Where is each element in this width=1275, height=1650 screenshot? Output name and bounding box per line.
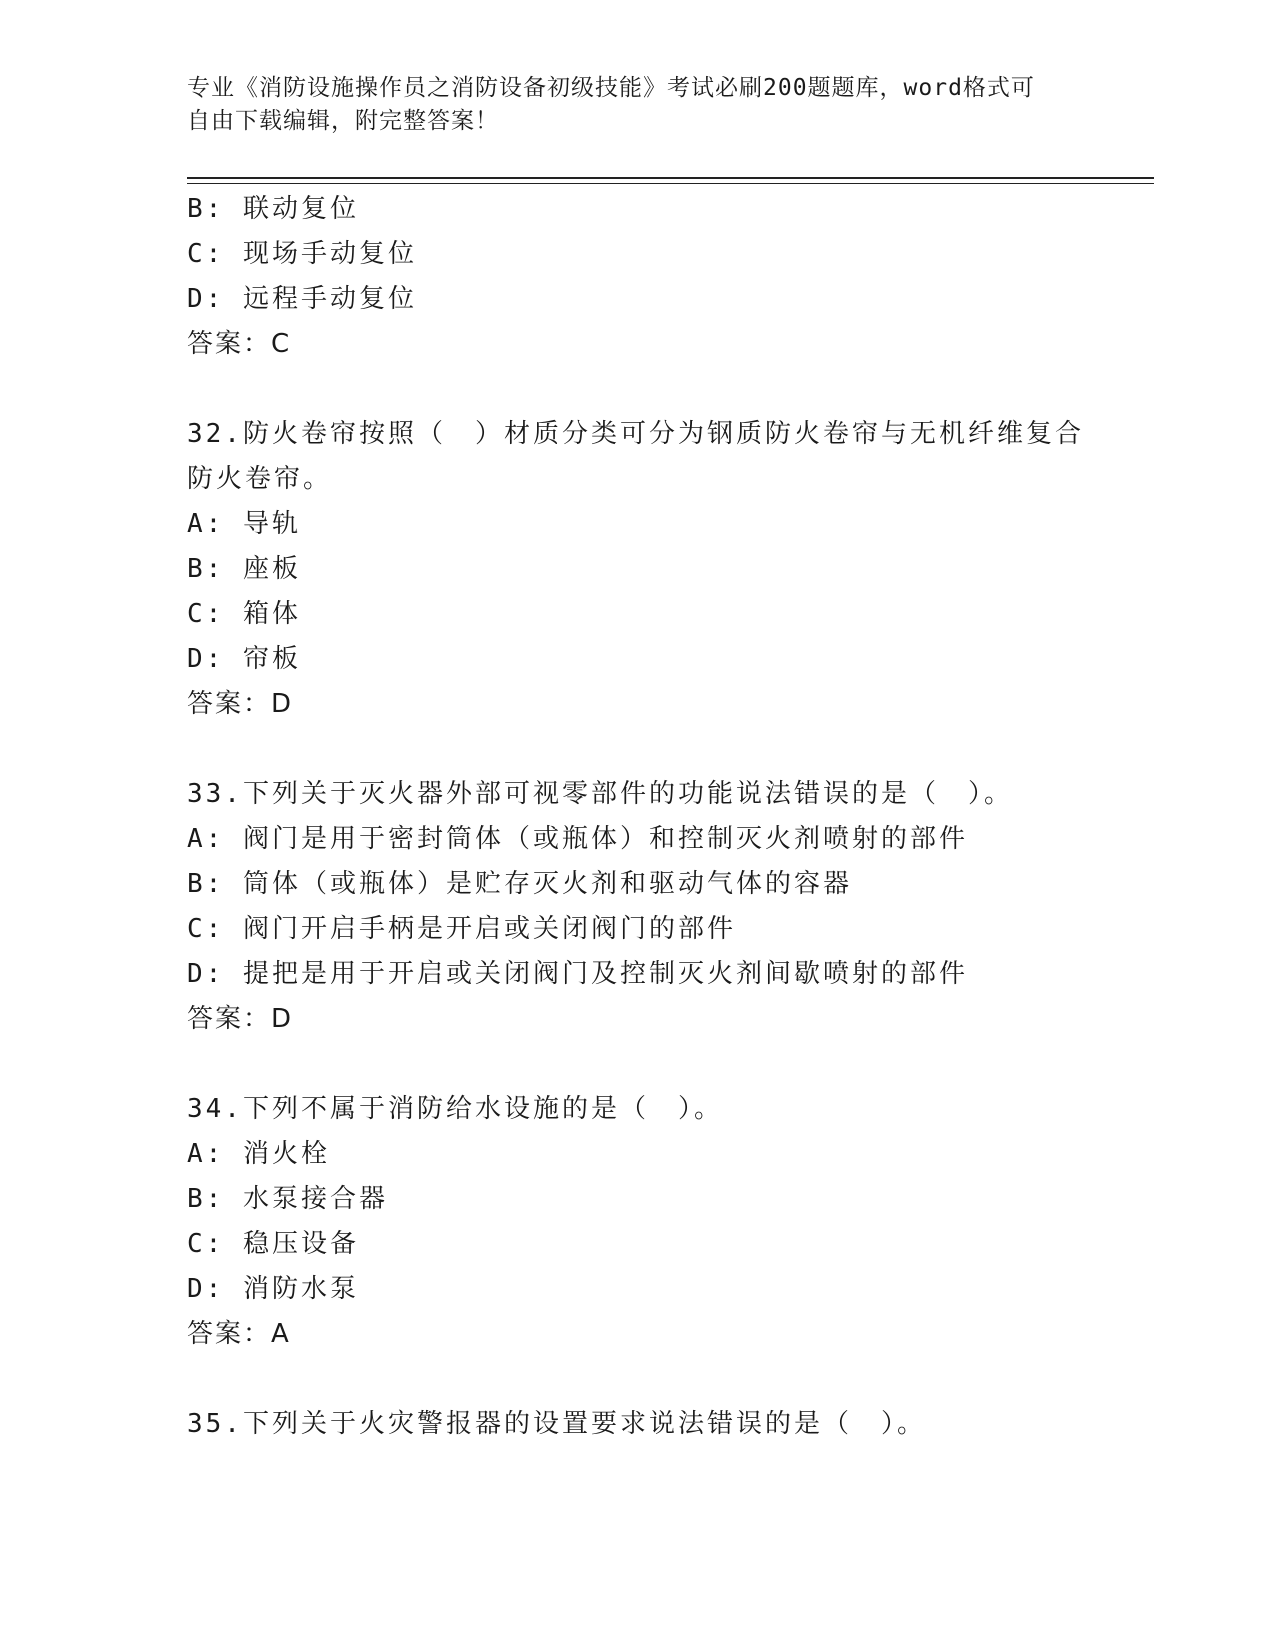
q34-option-b: B: 水泵接合器 [187, 1184, 388, 1214]
q33-answer: 答案：D [187, 1004, 294, 1034]
header-line-2: 自由下载编辑，附完整答案！ [187, 108, 499, 134]
q34-option-a: A: 消火栓 [187, 1139, 330, 1169]
header-divider-thin [187, 183, 1154, 184]
header-divider-thick [187, 177, 1154, 179]
q32-stem-line-1: 32.防火卷帘按照（ ）材质分类可分为钢质防火卷帘与无机纤维复合 [187, 419, 1084, 449]
q31-option-b: B: 联动复位 [187, 194, 359, 224]
q33-option-a: A: 阀门是用于密封筒体（或瓶体）和控制灭火剂喷射的部件 [187, 824, 968, 854]
q32-option-b: B: 座板 [187, 554, 301, 584]
q31-answer: 答案：C [187, 329, 292, 359]
header-line-1: 专业《消防设施操作员之消防设备初级技能》考试必刷200题题库，word格式可 [187, 75, 1035, 101]
q31-option-d: D: 远程手动复位 [187, 284, 417, 314]
q32-answer: 答案：D [187, 689, 294, 719]
q32-option-a: A: 导轨 [187, 509, 301, 539]
q33-option-d: D: 提把是用于开启或关闭阀门及控制灭火剂间歇喷射的部件 [187, 959, 968, 989]
q33-stem: 33.下列关于灭火器外部可视零部件的功能说法错误的是（ ）。 [187, 779, 1013, 809]
q34-option-d: D: 消防水泵 [187, 1274, 359, 1304]
q32-stem-line-2: 防火卷帘。 [187, 464, 333, 494]
q33-option-c: C: 阀门开启手柄是开启或关闭阀门的部件 [187, 914, 736, 944]
q32-option-d: D: 帘板 [187, 644, 301, 674]
q33-option-b: B: 筒体（或瓶体）是贮存灭火剂和驱动气体的容器 [187, 869, 852, 899]
q31-option-c: C: 现场手动复位 [187, 239, 417, 269]
q32-option-c: C: 箱体 [187, 599, 301, 629]
q35-stem: 35.下列关于火灾警报器的设置要求说法错误的是（ ）。 [187, 1409, 926, 1439]
q34-answer: 答案：A [187, 1319, 291, 1349]
q34-option-c: C: 稳压设备 [187, 1229, 359, 1259]
q34-stem: 34.下列不属于消防给水设施的是（ ）。 [187, 1094, 723, 1124]
document-header [187, 72, 1067, 138]
